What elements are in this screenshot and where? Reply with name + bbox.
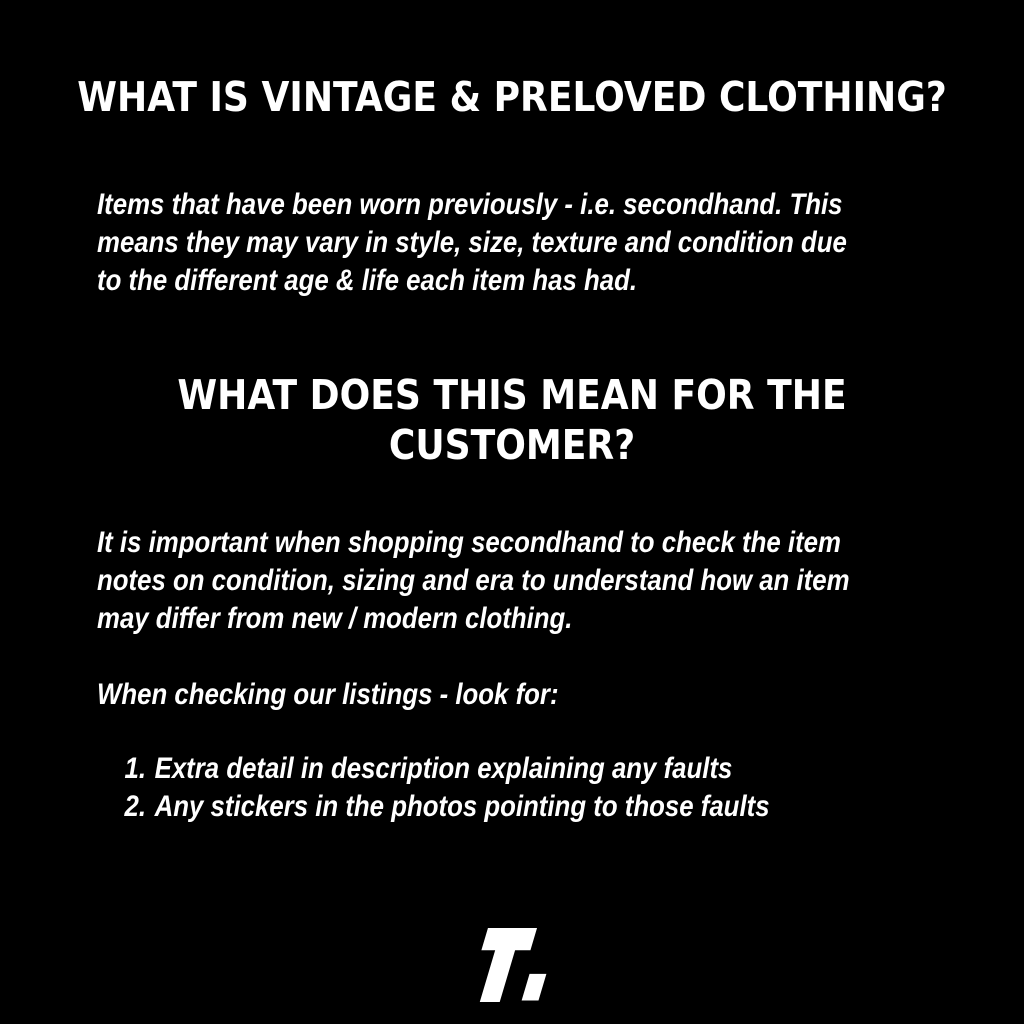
listings-intro-text: When checking our listings - look for: bbox=[97, 678, 559, 711]
customer-info-line: It is important when shopping secondhand to check the item bbox=[97, 526, 841, 559]
customer-info-line: notes on condition, sizing and era to understand how an item bbox=[97, 564, 850, 597]
checklist-item-number: 1. bbox=[124, 752, 147, 785]
customer-info-paragraph bbox=[97, 524, 850, 638]
checklist-item-number: 2. bbox=[124, 790, 147, 823]
section-title-line: CUSTOMER? bbox=[388, 421, 636, 469]
section-title-customer bbox=[61, 370, 962, 470]
section-title-line: WHAT DOES THIS MEAN FOR THE bbox=[177, 371, 847, 419]
customer-info-line: may differ from new / modern clothing. bbox=[97, 602, 573, 635]
checklist bbox=[97, 750, 770, 826]
intro-paragraph-line: to the different age & life each item has had. bbox=[97, 264, 638, 297]
intro-paragraph-line: Items that have been worn previously - i.e. secondhand. This bbox=[97, 188, 843, 221]
page-title: WHAT IS VINTAGE & PRELOVED CLOTHING? bbox=[77, 73, 947, 121]
checklist-item bbox=[97, 750, 770, 788]
intro-paragraph bbox=[97, 186, 847, 300]
checklist-item-text: Any stickers in the photos pointing to those faults bbox=[154, 790, 770, 823]
intro-paragraph-line: means they may vary in style, size, texture and condition due bbox=[97, 226, 847, 259]
brand-logo-t-icon bbox=[478, 928, 547, 1002]
checklist-item-text: Extra detail in description explaining any faults bbox=[154, 752, 733, 785]
checklist-item bbox=[97, 788, 770, 826]
